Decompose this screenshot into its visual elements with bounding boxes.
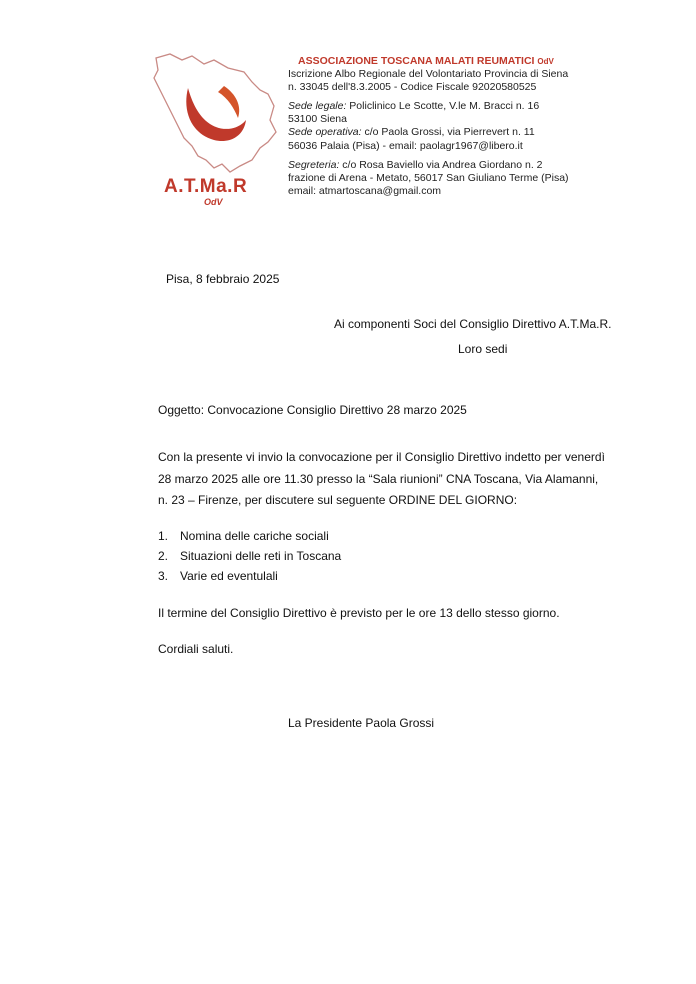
letter-date: Pisa, 8 febbraio 2025: [166, 272, 280, 286]
brand-subtitle: OdV: [204, 197, 223, 207]
secretary-line: Segreteria: c/o Rosa Baviello via Andrea Giordano n. 2: [288, 158, 543, 171]
signature: La Presidente Paola Grossi: [288, 716, 435, 730]
registry-line: Iscrizione Albo Regionale del Volontariato Provincia di Siena: [288, 68, 569, 81]
agenda-item: Varie ed eventulali: [180, 569, 278, 583]
agenda-number: 2.: [158, 549, 169, 563]
legal-seat-line: Sede legale: Policlinico Le Scotte, V.le M. Bracci n. 16: [288, 100, 540, 113]
subject-line: Oggetto: Convocazione Consiglio Direttivo 28 marzo 2025: [158, 403, 467, 417]
operational-city-line: 56036 Palaia (Pisa) - email: paolagr1967@libero.it: [288, 139, 523, 152]
agenda-item: Situazioni delle reti in Toscana: [180, 549, 342, 563]
closing-note: Il termine del Consiglio Direttivo è previsto per le ore 13 dello stesso giorno.: [158, 606, 560, 620]
agenda-number: 3.: [158, 569, 169, 583]
greeting: Cordiali saluti.: [158, 642, 234, 656]
agenda-item: Nomina delle cariche sociali: [180, 529, 329, 543]
secretary-email: email: atmartoscana@gmail.com: [288, 184, 442, 197]
registry-line: n. 33045 dell'8.3.2005 - Codice Fiscale 92020580525: [288, 81, 537, 94]
body-paragraph-line: 28 marzo 2025 alle ore 11.30 presso la “Sala riunioni” CNA Toscana, Via Alamanni,: [158, 472, 599, 486]
body-paragraph-line: n. 23 – Firenze, per discutere sul seguente ORDINE DEL GIORNO:: [158, 493, 518, 507]
tuscany-map-icon: [148, 50, 280, 175]
letterhead: [288, 55, 569, 198]
operational-seat-line: Sede operativa: c/o Paola Grossi, via Pierrevert n. 11: [288, 126, 535, 139]
body-paragraph-line: Con la presente vi invio la convocazione per il Consiglio Direttivo indetto per venerdì: [158, 450, 605, 464]
secretary-line: frazione di Arena - Metato, 56017 San Giuliano Terme (Pisa): [288, 171, 569, 184]
recipient: Ai componenti Soci del Consiglio Direttivo A.T.Ma.R.: [334, 317, 612, 331]
agenda-number: 1.: [158, 529, 169, 543]
org-name-line: ASSOCIAZIONE TOSCANA MALATI REUMATICI OdV: [298, 55, 554, 67]
recipient-sub: Loro sedi: [458, 342, 508, 356]
brand-name: A.T.Ma.R: [164, 176, 248, 197]
legal-city-line: 53100 Siena: [288, 113, 347, 126]
